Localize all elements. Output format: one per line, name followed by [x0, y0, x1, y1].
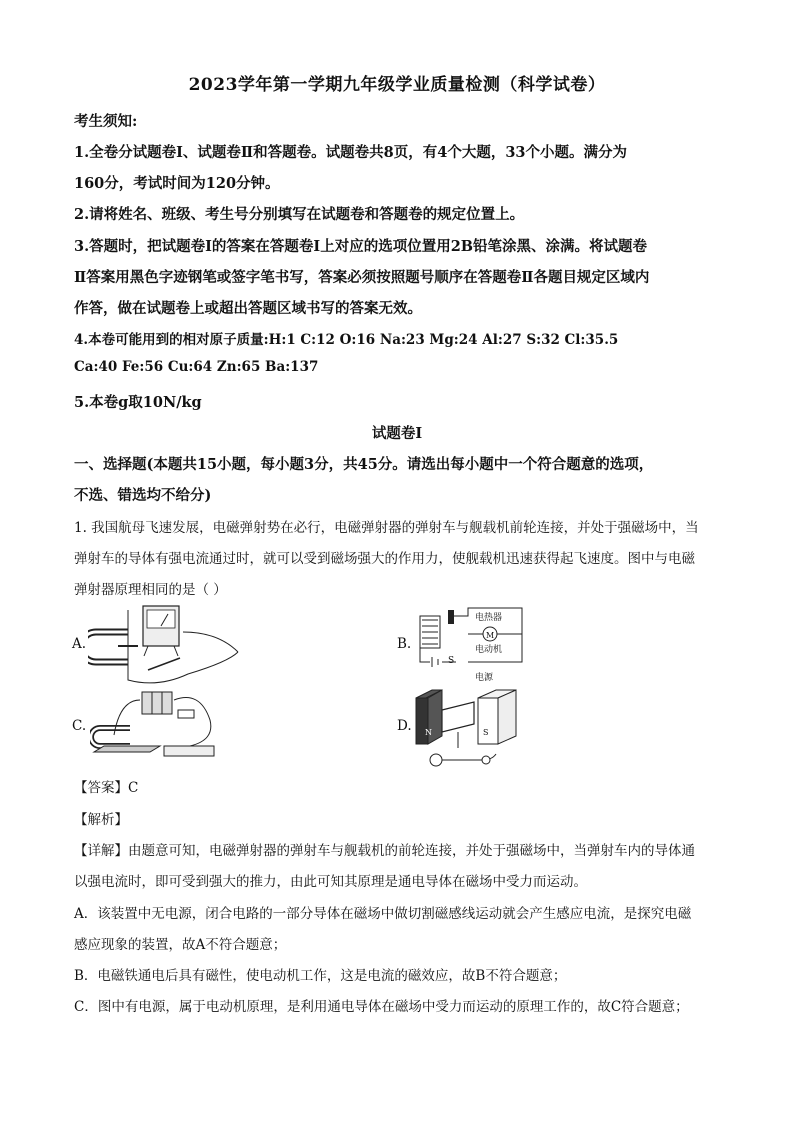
notice-line-8: Ca:40 Fe:56 Cu:64 Zn:65 Ba:137	[74, 359, 319, 375]
option-d-figure	[412, 684, 522, 768]
notice-line-7: 4.本卷可能用到的相对原子质量:H:1 C:12 O:16 Na:23 Mg:24 Al:27 S:32 Cl:35.5	[74, 332, 619, 348]
question1-line-1: 1. 我国航母飞速发展，电磁弹射势在必行，电磁弹射器的弹射车与舰载机前轮连接，并处于强磁场中，当	[74, 520, 699, 536]
exam-title: 2023学年第一学期九年级学业质量检测（科学试卷）	[188, 75, 606, 95]
option-b-figure	[412, 602, 532, 682]
analysis-a-line-1: A．该装置中无电源，闭合电路的一部分导体在磁场中做切割磁感线运动就会产生感应电流，是探究电磁	[74, 906, 692, 922]
option-b-switch-label: S	[448, 656, 455, 666]
section1-line-2: 不选、错选均不给分)	[74, 487, 212, 504]
option-c-figure	[90, 680, 230, 765]
option-a-figure	[88, 602, 278, 692]
question1-line-2: 弹射车的导体有强电流通过时，就可以受到磁场强大的作用力，使舰载机迅速获得起飞速度。图中与电磁	[74, 551, 695, 567]
notice-line-5: Ⅱ答案用黑色字迹钢笔或签字笔书写，答案必须按照题号顺序在答题卷Ⅱ各题目规定区域内	[74, 269, 650, 286]
notice-line-4: 3.答题时，把试题卷Ⅰ的答案在答题卷Ⅰ上对应的选项位置用2B铅笔涂黑、涂满。将试题卷	[74, 238, 648, 255]
notice-line-3: 2.请将姓名、班级、考生号分别填写在试题卷和答题卷的规定位置上。	[74, 206, 525, 223]
notice-heading: 考生须知:	[74, 113, 138, 130]
analysis-b-line: B．电磁铁通电后具有磁性，使电动机工作，这是电流的磁效应，故B不符合题意；	[74, 968, 567, 984]
option-b-heater-label: 电热器	[475, 613, 503, 623]
option-a-label: A.	[72, 636, 87, 652]
notice-line-9: 5.本卷g取10N/kg	[74, 394, 202, 411]
detail-line-2: 以强电流时，即可受到强大的推力，由此可知其原理是通电导体在磁场中受力而运动。	[74, 874, 587, 890]
option-c-label: C.	[72, 718, 87, 734]
option-b-motor-symbol: M	[486, 631, 495, 640]
notice-line-1: 1.全卷分试题卷Ⅰ、试题卷Ⅱ和答题卷。试题卷共8页，有4个大题，33个小题。满分为	[74, 144, 627, 161]
section1-line-1: 一、选择题(本题共15小题，每小题3分，共45分。请选出每小题中一个符合题意的选项，	[74, 456, 654, 473]
detail-line-1: 【详解】由题意可知，电磁弹射器的弹射车与舰载机的前轮连接，并处于强磁场中，当弹射车内的导体通	[74, 843, 695, 859]
option-b-label: B.	[397, 636, 412, 652]
option-d-s-label: S	[483, 728, 489, 737]
option-b-motor-label: 电动机	[475, 645, 503, 655]
option-d-n-label: N	[425, 728, 432, 737]
notice-line-2: 160分，考试时间为120分钟。	[74, 175, 280, 192]
section-title: 试题卷Ⅰ	[371, 425, 423, 442]
question1-line-3: 弹射器原理相同的是（ ）	[74, 582, 227, 598]
analysis-c-line: C．图中有电源，属于电动机原理，是利用通电导体在磁场中受力而运动的原理工作的，故C符合题意；	[74, 999, 689, 1015]
answer-label: 【答案】C	[74, 780, 139, 796]
notice-line-6: 作答，做在试题卷上或超出答题区域书写的答案无效。	[74, 300, 422, 317]
analysis-label: 【解析】	[74, 812, 128, 828]
option-d-label: D.	[397, 718, 412, 734]
option-b-source-label: 电源	[475, 673, 494, 683]
analysis-a-line-2: 感应现象的装置，故A不符合题意；	[74, 937, 287, 953]
